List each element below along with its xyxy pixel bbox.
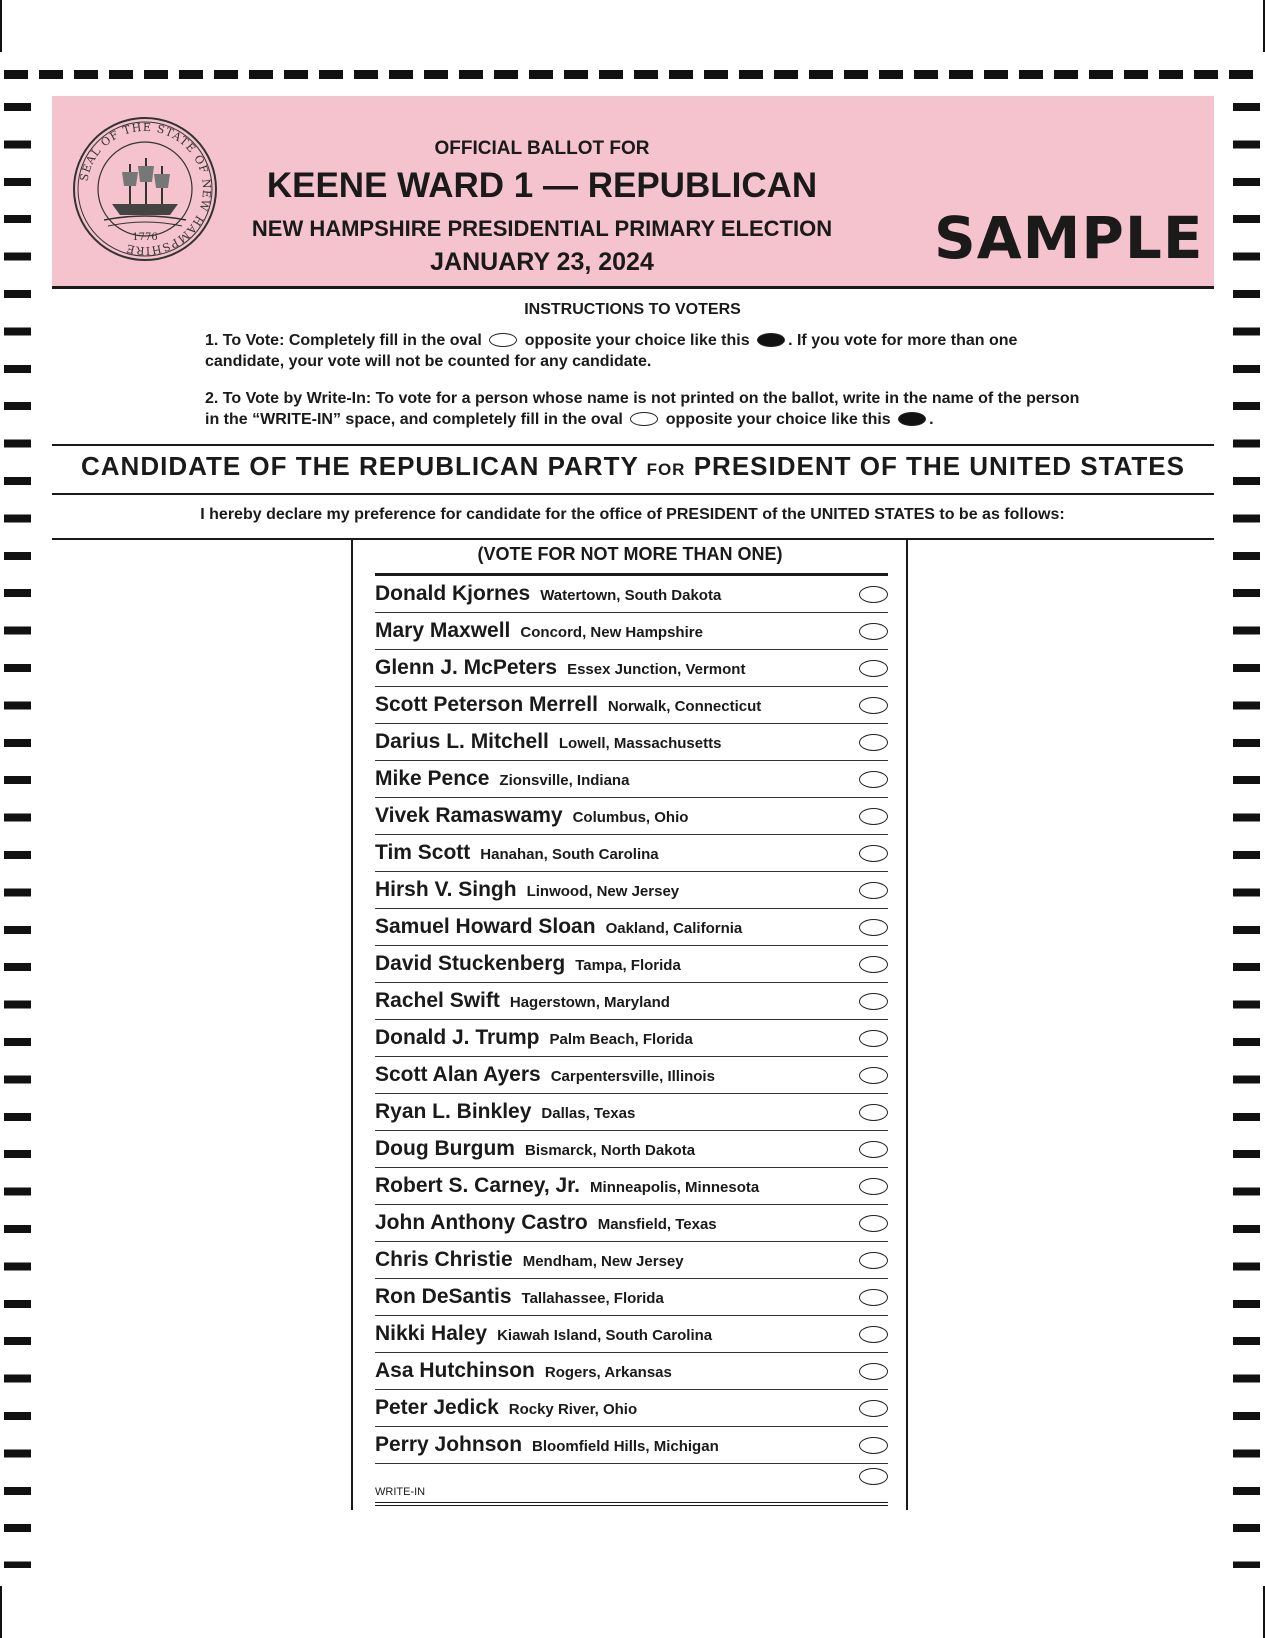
divider xyxy=(52,444,1214,446)
candidate-location: Kiawah Island, South Carolina xyxy=(497,1327,713,1344)
candidate-name: Scott Peterson Merrell Norwalk, Connecticut xyxy=(375,693,762,716)
official-ballot-label: OFFICIAL BALLOT FOR xyxy=(434,138,650,159)
candidate-row xyxy=(375,761,888,798)
candidate-location: Columbus, Ohio xyxy=(572,809,689,826)
candidate-name: Samuel Howard Sloan Oakland, California xyxy=(375,915,743,938)
vote-oval[interactable] xyxy=(859,1289,888,1306)
candidate-name: John Anthony Castro Mansfield, Texas xyxy=(375,1211,717,1234)
candidate-row xyxy=(375,1131,888,1168)
candidate-row xyxy=(375,1390,888,1427)
candidate-name: Scott Alan Ayers Carpentersville, Illinois xyxy=(375,1063,715,1086)
vote-oval[interactable] xyxy=(859,1215,888,1232)
candidate-name: Donald J. Trump Palm Beach, Florida xyxy=(375,1026,693,1049)
ballot-title: KEENE WARD 1 — REPUBLICAN xyxy=(266,166,818,205)
candidate-name: Nikki Haley Kiawah Island, South Carolina xyxy=(375,1322,713,1345)
top-timing-marks xyxy=(4,70,1260,79)
candidate-location: Norwalk, Connecticut xyxy=(607,698,762,715)
candidate-location: Tallahassee, Florida xyxy=(521,1290,664,1307)
candidate-row xyxy=(375,613,888,650)
candidate-location: Rogers, Arkansas xyxy=(544,1364,672,1381)
column-border-right xyxy=(906,540,908,1510)
vote-oval[interactable] xyxy=(859,956,888,973)
vote-oval[interactable] xyxy=(859,734,888,751)
candidate-row xyxy=(375,1168,888,1205)
candidate-name: Perry Johnson Bloomfield Hills, Michigan xyxy=(375,1433,719,1456)
divider xyxy=(52,538,1214,540)
candidate-name: Mary Maxwell Concord, New Hampshire xyxy=(375,619,703,642)
candidate-name: Vivek Ramaswamy Columbus, Ohio xyxy=(375,804,689,827)
candidate-location: Carpentersville, Illinois xyxy=(550,1068,715,1085)
vote-oval[interactable] xyxy=(859,1030,888,1047)
instruction-vote-text-2: opposite your choice like this xyxy=(524,332,750,349)
candidate-row xyxy=(375,724,888,761)
vote-oval[interactable] xyxy=(859,1326,888,1343)
candidate-location: Rocky River, Ohio xyxy=(508,1401,638,1418)
vote-oval[interactable] xyxy=(859,1437,888,1454)
candidate-row xyxy=(375,1094,888,1131)
candidate-location: Hanahan, South Carolina xyxy=(480,846,659,863)
election-date: JANUARY 23, 2024 xyxy=(430,248,654,276)
candidate-row xyxy=(375,946,888,983)
candidate-name: Ron DeSantis Tallahassee, Florida xyxy=(375,1285,664,1308)
candidate-row xyxy=(375,1279,888,1316)
vote-oval[interactable] xyxy=(859,845,888,862)
candidate-location: Palm Beach, Florida xyxy=(549,1031,693,1048)
instruction-writein-text-1: 2. To Vote by Write-In: To vote for a person whose name is not printed on the ballot, write in the name of the person in the “WRITE-IN” space, and completely fill in the oval xyxy=(205,390,1080,428)
vote-for-instruction: (VOTE FOR NOT MORE THAN ONE) xyxy=(477,544,783,564)
filled-oval-icon xyxy=(898,412,926,426)
instructions-title: INSTRUCTIONS TO VOTERS xyxy=(524,301,741,318)
candidate-location: Lowell, Massachusetts xyxy=(558,735,722,752)
vote-oval[interactable] xyxy=(859,1067,888,1084)
candidate-name: Robert S. Carney, Jr. Minneapolis, Minnesota xyxy=(375,1174,760,1197)
vote-oval[interactable] xyxy=(859,660,888,677)
candidate-row xyxy=(375,983,888,1020)
office-party: CANDIDATE OF THE REPUBLICAN PARTY xyxy=(81,451,639,481)
vote-oval[interactable] xyxy=(859,771,888,788)
candidate-name: Asa Hutchinson Rogers, Arkansas xyxy=(375,1359,672,1382)
vote-oval[interactable] xyxy=(859,1104,888,1121)
seal-text: SEAL OF THE STATE OF NEW HAMPSHIRE xyxy=(77,120,214,258)
candidate-location: Mendham, New Jersey xyxy=(522,1253,684,1270)
candidate-name: Rachel Swift Hagerstown, Maryland xyxy=(375,989,670,1012)
candidate-row xyxy=(375,1242,888,1279)
candidate-name: Hirsh V. Singh Linwood, New Jersey xyxy=(375,878,680,901)
vote-oval[interactable] xyxy=(859,697,888,714)
candidate-location: Bloomfield Hills, Michigan xyxy=(532,1438,719,1455)
instruction-vote xyxy=(205,330,1085,372)
empty-oval-icon xyxy=(630,412,658,426)
vote-oval[interactable] xyxy=(859,623,888,640)
vote-oval[interactable] xyxy=(859,993,888,1010)
write-in-oval[interactable] xyxy=(859,1468,888,1485)
candidate-row xyxy=(375,1205,888,1242)
candidate-list xyxy=(375,573,888,1506)
candidate-name: Doug Burgum Bismarck, North Dakota xyxy=(375,1137,696,1160)
candidate-location: Dallas, Texas xyxy=(541,1105,636,1122)
candidate-row xyxy=(375,1427,888,1464)
candidate-location: Mansfield, Texas xyxy=(597,1216,717,1233)
candidate-name: Chris Christie Mendham, New Jersey xyxy=(375,1248,684,1271)
candidate-name: Ryan L. Binkley Dallas, Texas xyxy=(375,1100,636,1123)
candidate-name: Tim Scott Hanahan, South Carolina xyxy=(375,841,659,864)
candidate-row xyxy=(375,1057,888,1094)
vote-oval[interactable] xyxy=(859,1400,888,1417)
candidate-row xyxy=(375,909,888,946)
candidate-row xyxy=(375,576,888,613)
office-title: PRESIDENT OF THE UNITED STATES xyxy=(693,451,1185,481)
candidate-location: Concord, New Hampshire xyxy=(520,624,703,641)
candidate-location: Linwood, New Jersey xyxy=(526,883,680,900)
vote-oval[interactable] xyxy=(859,586,888,603)
vote-oval[interactable] xyxy=(859,1178,888,1195)
candidate-location: Essex Junction, Vermont xyxy=(567,661,746,678)
vote-oval[interactable] xyxy=(859,882,888,899)
vote-oval[interactable] xyxy=(859,808,888,825)
candidate-row xyxy=(375,872,888,909)
seal-year: 1776 xyxy=(132,232,158,243)
declaration-text: I hereby declare my preference for candidate for the office of PRESIDENT of the UNITED STATES to be as follows: xyxy=(200,506,1065,523)
candidate-location: Zionsville, Indiana xyxy=(499,772,630,789)
candidate-location: Watertown, South Dakota xyxy=(540,587,722,604)
vote-oval[interactable] xyxy=(859,919,888,936)
write-in-row[interactable] xyxy=(375,1464,888,1506)
office-connector: FOR xyxy=(646,460,686,479)
candidate-name: David Stuckenberg Tampa, Florida xyxy=(375,952,681,975)
left-timing-marks xyxy=(4,103,31,1568)
candidate-name: Mike Pence Zionsville, Indiana xyxy=(375,767,630,790)
instruction-writein-text-3: . xyxy=(929,411,934,428)
instruction-writein-text-2: opposite your choice like this xyxy=(665,411,891,428)
candidate-row xyxy=(375,1316,888,1353)
candidate-row xyxy=(375,1353,888,1390)
right-timing-marks xyxy=(1233,103,1260,1568)
candidate-name: Glenn J. McPeters Essex Junction, Vermont xyxy=(375,656,746,679)
candidate-name: Donald Kjornes Watertown, South Dakota xyxy=(375,582,722,605)
instruction-write-in xyxy=(205,388,1085,430)
candidate-location: Tampa, Florida xyxy=(575,957,681,974)
candidate-row xyxy=(375,798,888,835)
corner-mark-top-left xyxy=(0,0,2,52)
candidate-location: Bismarck, North Dakota xyxy=(524,1142,696,1159)
candidate-row xyxy=(375,835,888,872)
candidate-name: Peter Jedick Rocky River, Ohio xyxy=(375,1396,638,1419)
instruction-vote-text-3: . If you vote for more than one candidate, your vote will not be counted for any candidate. xyxy=(205,332,1018,370)
empty-oval-icon xyxy=(489,333,517,347)
sample-watermark: SAMPLE xyxy=(934,204,1204,272)
office-heading xyxy=(52,451,1214,482)
vote-oval[interactable] xyxy=(859,1252,888,1269)
column-border-left xyxy=(351,540,353,1510)
candidate-row xyxy=(375,650,888,687)
candidate-name: Darius L. Mitchell Lowell, Massachusetts xyxy=(375,730,722,753)
candidate-location: Hagerstown, Maryland xyxy=(509,994,670,1011)
corner-mark-bottom-left xyxy=(0,1586,2,1638)
ballot-header xyxy=(52,96,1214,289)
candidate-location: Minneapolis, Minnesota xyxy=(590,1179,760,1196)
vote-oval[interactable] xyxy=(859,1363,888,1380)
candidate-row xyxy=(375,1020,888,1057)
election-name: NEW HAMPSHIRE PRESIDENTIAL PRIMARY ELECTION xyxy=(251,216,833,241)
instruction-vote-text-1: 1. To Vote: Completely fill in the oval xyxy=(205,332,482,349)
divider xyxy=(52,493,1214,495)
filled-oval-icon xyxy=(757,333,785,347)
vote-oval[interactable] xyxy=(859,1141,888,1158)
candidate-row xyxy=(375,687,888,724)
candidate-location: Oakland, California xyxy=(605,920,743,937)
write-in-label: WRITE-IN xyxy=(375,1486,426,1498)
